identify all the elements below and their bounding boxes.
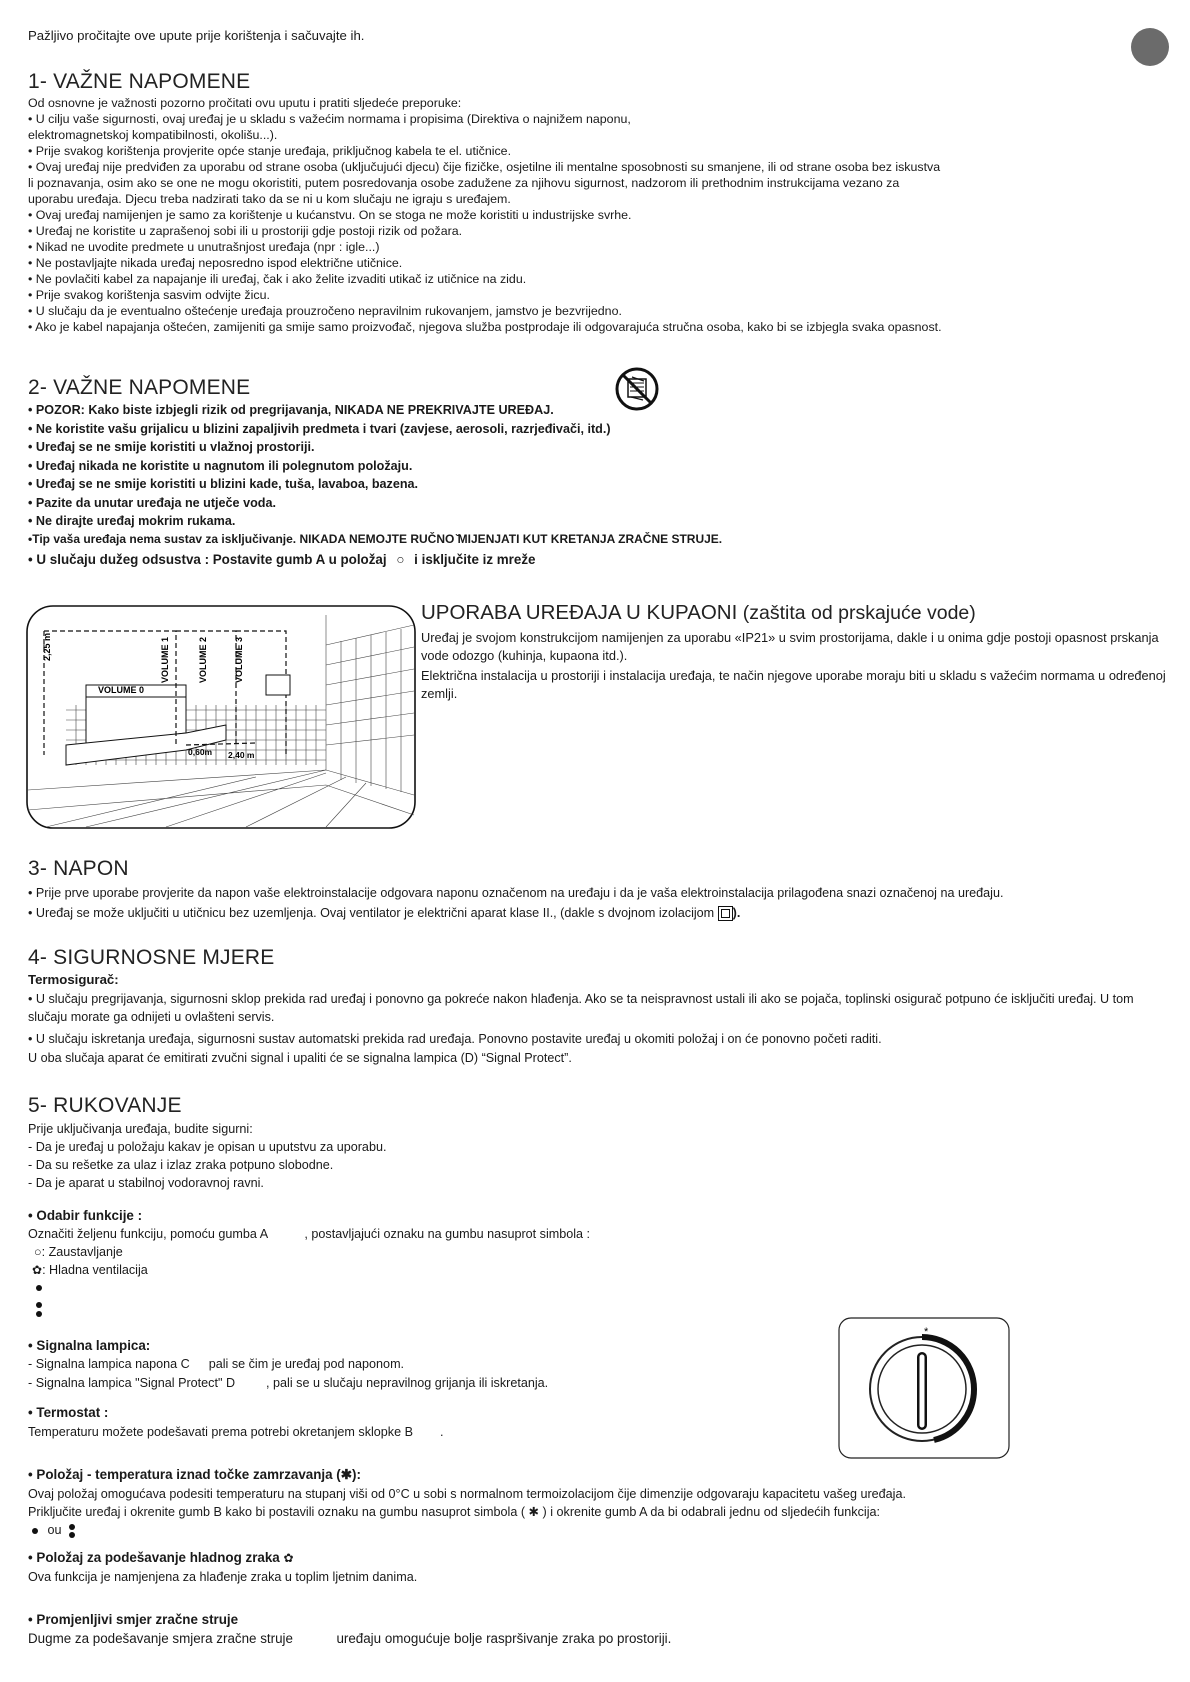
section5-intro-line: - Da su rešetke za ulaz i izlaz zraka potpuno slobodne. <box>28 1158 334 1172</box>
label-volume1: VOLUME 1 <box>160 636 170 683</box>
section1-line: • Ne postavljajte nikada uređaj neposredno ispod električne utičnice. <box>28 256 403 270</box>
section4-p3: U oba slučaja aparat će emitirati zvučni signal i upaliti će se signalna lampica (D) “Signal Protect”. <box>28 1051 572 1065</box>
bathroom-p2: Električna instalacija u prostoriji i instalacija uređaja, te način njegove uporabe moraju biti u skladu s važećim normama u određenoj zemlji. <box>421 668 1166 701</box>
absence-text-a: • U slučaju dužeg odsustva : Postavite gumb A u položaj <box>28 552 387 567</box>
signal-1a: - Signalna lampica napona C <box>28 1357 190 1371</box>
section1-line: • Prije svakog korištenja provjerite opće stanje uređaja, priključnog kabela te el. utičnice. <box>28 144 512 158</box>
label-height: 2,25 m <box>42 632 52 661</box>
intro-text: Pažljivo pročitajte ove upute prije korištenja i sačuvajte ih. <box>28 28 365 43</box>
dir-title: • Promjenljivi smjer zračne struje <box>28 1612 239 1627</box>
double-insulation-icon <box>718 906 733 921</box>
section2-tip <box>28 531 722 547</box>
section5-intro-line: Prije uključivanja uređaja, budite sigurni: <box>28 1122 253 1136</box>
thermo-title: • Termostat : <box>28 1405 109 1420</box>
label-volume0: VOLUME 0 <box>98 685 145 695</box>
signal-2b: , pali se u slučaju nepravilnog grijanja ili iskretanja. <box>266 1376 549 1390</box>
power-low-icon <box>32 1528 38 1534</box>
section2-absence <box>28 552 535 568</box>
section4-p1: • U slučaju pregrijavanja, sigurnosni sklop prekida rad uređaj i ponovno ga pokreće nakon hlađenja. Ako se ta neispravnost ustali ili ako se pojača, toplinski osigurač potpuno će isključiti uređaj. U tom slučaju morate ga odnijeti u ovlašteni servis. <box>28 992 1134 1024</box>
dir-desc-b: uređaju omogućuje bolje raspršivanje zraka po prostoriji. <box>336 1631 672 1646</box>
section3-line2-text: • Uređaj se može uključiti u utičnicu bez uzemljenja. Ovaj ventilator je električni aparat klase II., (dakle s dvojnom izolacijom <box>28 906 715 920</box>
section1-list <box>28 95 942 335</box>
tip-normal: •Tip vaša uređaja nema sustav za isključivanje. <box>28 532 300 546</box>
section2-line: • POZOR: Kako biste izbjegli rizik od pregrijavanja, NIKADA NE PREKRIVAJTE UREĐAJ. <box>28 403 554 417</box>
power-high-icon <box>69 1524 75 1538</box>
section4-subtitle: Termosigurač: <box>28 972 119 987</box>
snowflake-mark-icon: * <box>924 1326 929 1338</box>
section1-line: • Ne povlačiti kabel za napajanje ili uređaj, čak i ako želite izvaditi utikač iz utičnice na zidu. <box>28 272 527 286</box>
bathroom-volumes-illustration <box>26 605 416 829</box>
section1-line: li poznavanja, osim ako se one ne mogu okoristiti, putem posredovanja osobe zadužene za njihovu sigurnost, nadzorom ili prethodnim instrukcijama vezano za <box>28 176 900 190</box>
frost-p2: Priključite uređaj i okrenite gumb B kako bi postavili oznaku na gumbu nasuprot simbola ( ✱ ) i okrenite gumb A da bi odabrali jednu od sljedećih funkcija: <box>28 1505 881 1519</box>
label-dist1: 0,60m <box>188 747 213 757</box>
func-cool-label: : Hladna ventilacija <box>42 1263 148 1277</box>
section1-line: • Uređaj ne koristite u zaprašenoj sobi ili u prostoriji gdje postoji rizik od požara. <box>28 224 463 238</box>
tip-bold: NIKADA NEMOJTE RUČNO ̌MIJENJATI KUT KRETANJA ZRAČNE STRUJE. <box>299 532 723 546</box>
bathroom-title <box>421 601 976 625</box>
page-marker-circle <box>1131 28 1169 66</box>
func-desc <box>28 1226 590 1242</box>
section2-line: • Pazite da unutar uređaja ne utječe voda. <box>28 495 276 510</box>
frost-ou: ou <box>47 1523 62 1537</box>
dir-desc-a: Dugme za podešavanje smjera zračne struje <box>28 1631 293 1646</box>
section3-title: 3- NAPON <box>28 857 129 880</box>
section3-line2 <box>28 904 740 922</box>
section1-line: • Prije svakog korištenja sasvim odvijte žicu. <box>28 288 270 302</box>
bathroom-title-b: (zaštita od prskajuće vode) <box>737 602 976 624</box>
section1-line: • U cilju vaše sigurnosti, ovaj uređaj je u skladu s važećim normama i propisima (Direktiva o najnižem naponu, <box>28 112 631 126</box>
signal-title: • Signalna lampica: <box>28 1338 151 1353</box>
thermostat-knob-illustration <box>838 1317 1010 1459</box>
section1-line: elektromagnetskoj kompatibilnosti, okolišu...). <box>28 128 278 142</box>
section1-title: 1- VAŽNE NAPOMENE <box>28 70 251 93</box>
thermo-desc-a: Temperaturu možete podešavati prema potrebi okretanjem sklopke B <box>28 1425 414 1439</box>
signal-line1 <box>28 1356 404 1372</box>
section1-line: • Ovaj uređaj nije predviđen za uporabu od strane osoba (uključujući djecu) čije fizičke, osjetilne ili mentalne sposobnosti su smanjene, ili od strane osoba bez iskustva <box>28 160 941 174</box>
cold-title <box>28 1550 294 1566</box>
func-desc-b: , postavljajući oznaku na gumbu nasuprot simbola : <box>304 1227 591 1241</box>
power-low-icon <box>36 1285 42 1291</box>
func-stop <box>34 1244 123 1260</box>
signal-2a: - Signalna lampica "Signal Protect" D <box>28 1376 236 1390</box>
section1-line: • U slučaju da je eventualno oštećenje uređaja prouzročeno nepravilnim rukovanjem, jamstvo je bezvrijedno. <box>28 304 622 318</box>
section5-intro-line: - Da je uređaj u položaju kakav je opisan u uputstvu za uporabu. <box>28 1140 387 1154</box>
fan-icon: ✿ <box>32 1263 43 1277</box>
frost-p1: Ovaj položaj omogućava podesiti temperaturu na stupanj viši od 0°C u sobi s normalnom termoizolacijom čije dimenzije odgovaraju kapacitetu vašeg uređaja. <box>28 1487 906 1501</box>
func-cool <box>32 1262 148 1278</box>
section5-intro <box>28 1120 386 1192</box>
dir-desc <box>28 1631 671 1647</box>
section3-line1: • Prije prve uporabe provjerite da napon vaše elektroinstalacije odgovara naponu označenom na uređaju i da je vaša elektroinstalacija prilagođena snazi označenoj na uređaju. <box>28 886 1004 900</box>
fan-icon: ✿ <box>283 1551 294 1565</box>
signal-line2 <box>28 1375 548 1391</box>
section1-line: • Nikad ne uvodite predmete u unutrašnjost uređaja (npr : igle...) <box>28 240 380 254</box>
stop-circle-icon: ○ <box>396 552 405 567</box>
section2-line: • Ne koristite vašu grijalicu u blizini zapaljivih predmeta i tvari (zavjese, aerosoli, razrjeđivači, itd.) <box>28 421 611 436</box>
section5-title: 5- RUKOVANJE <box>28 1094 182 1117</box>
section3-line2-end: ). <box>732 906 741 920</box>
signal-1b: pali se čim je uređaj pod naponom. <box>208 1357 405 1371</box>
label-volume3: VOLUME 3 <box>234 636 244 683</box>
func-stop-label: : Zaustavljanje <box>41 1245 123 1259</box>
thermo-desc <box>28 1424 444 1440</box>
section2-line: • Uređaj se ne smije koristiti u blizini kade, tuša, lavaboa, bazena. <box>28 477 419 491</box>
section2-list <box>28 401 611 531</box>
absence-text-b: i isključite iz mreže <box>414 552 536 567</box>
func-title: • Odabir funkcije : <box>28 1208 143 1223</box>
section1-line: • Ovaj uređaj namijenjen je samo za korištenje u kućanstvu. On se stoga ne može koristiti u industrijske svrhe. <box>28 208 632 222</box>
bathroom-p1: Uređaj je svojom konstrukcijom namijenjen za uporabu «IP21» u svim prostorijama, dakle i u onima gdje postoji opasnost prskanja vode odozgo (kuhinja, kupaona itd.). <box>421 630 1159 663</box>
label-volume2: VOLUME 2 <box>198 636 208 683</box>
section2-line: • Uređaj se ne smije koristiti u vlažnoj prostoriji. <box>28 440 315 454</box>
power-high-icon-top <box>36 1302 42 1308</box>
frost-options <box>32 1522 75 1538</box>
stop-icon: ○ <box>34 1245 42 1259</box>
section4-title: 4- SIGURNOSNE MJERE <box>28 946 275 969</box>
section1-line: Od osnovne je važnosti pozorno pročitati ovu uputu i pratiti sljedeće preporuke: <box>28 96 462 110</box>
section2-title: 2- VAŽNE NAPOMENE <box>28 376 251 399</box>
no-cover-icon <box>614 366 660 412</box>
bathroom-title-a: UPORABA UREĐAJA U KUPAONI <box>421 601 738 624</box>
func-desc-a: Označiti željenu funkciju, pomoću gumba A <box>28 1227 268 1241</box>
cold-desc: Ova funkcija je namjenjena za hlađenje zraka u toplim ljetnim danima. <box>28 1570 418 1584</box>
section2-line: • Ne dirajte uređaj mokrim rukama. <box>28 514 236 528</box>
section1-line: uporabu uređaja. Djecu treba nadzirati tako da se ni u kom slučaju ne igraju s uređajem. <box>28 192 511 206</box>
cold-title-text: • Položaj za podešavanje hladnog zraka <box>28 1550 280 1565</box>
section1-line: • Ako je kabel napajanja oštećen, zamijeniti ga smije samo proizvođač, njegova služba postprodaje ili odgovarajuća stručna osoba, kako bi se izbjegla svaka opasnost. <box>28 320 942 334</box>
section2-line: • Uređaj nikada ne koristite u nagnutom ili polegnutom položaju. <box>28 458 413 473</box>
label-dist2: 2,40 m <box>228 750 255 760</box>
section5-intro-line: - Da je aparat u stabilnoj vodoravnoj ravni. <box>28 1176 264 1190</box>
section4-p2: • U slučaju iskretanja uređaja, sigurnosni sustav automatski prekida rad uređaja. Ponovno postavite uređaj u okomiti položaj i on će ponovno početi raditi. <box>28 1032 882 1046</box>
power-high-icon-bottom <box>36 1311 42 1317</box>
frost-title: • Položaj - temperatura iznad točke zamrzavanja (✱): <box>28 1467 361 1482</box>
thermo-desc-b: . <box>440 1425 444 1439</box>
